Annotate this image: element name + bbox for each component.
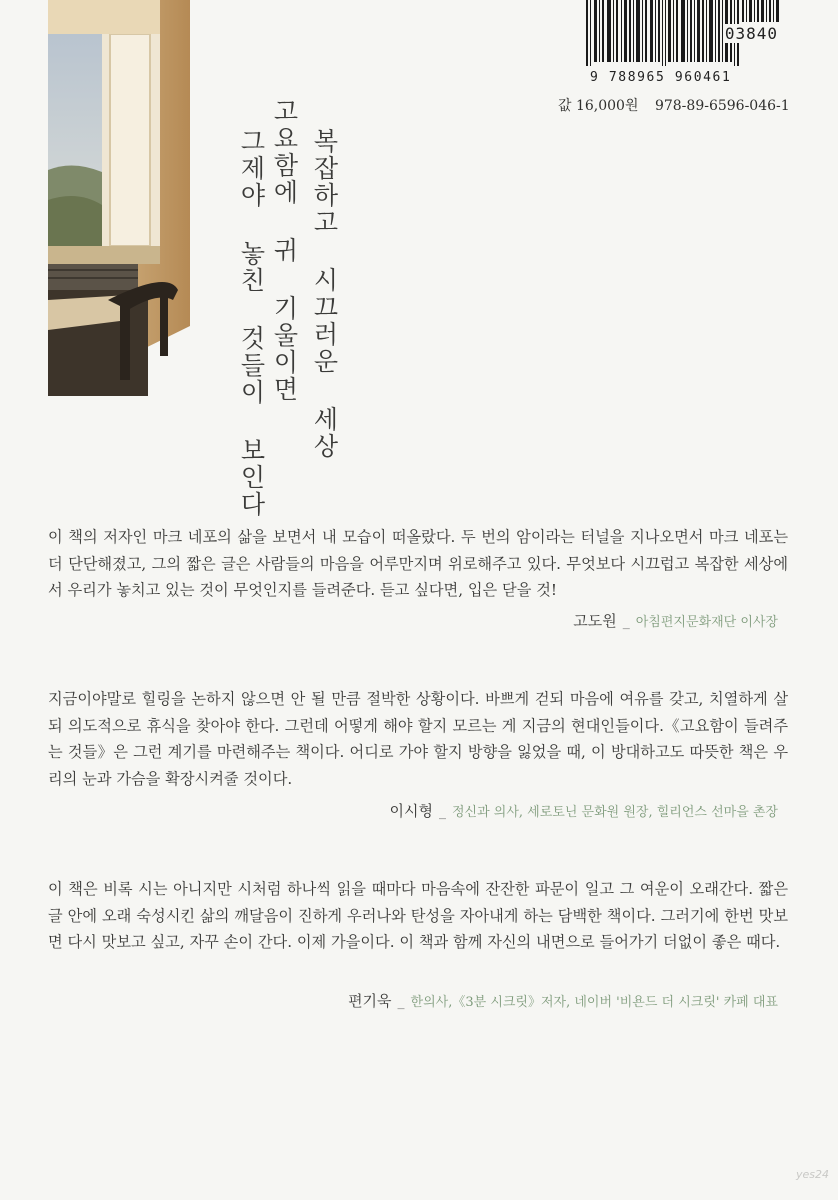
reviewer-name: 고도원: [573, 612, 617, 630]
vertical-line-2: 고요함에 귀 기울이면: [270, 98, 299, 403]
vertical-line-3: 그제야 놓친 것들이 보인다: [237, 128, 266, 518]
review-attribution-3: [348, 990, 778, 1011]
vertical-line-1: 복잡하고 시끄러운 세상: [310, 128, 339, 460]
barcode: [586, 0, 780, 100]
reviewer-role: 정신과 의사, 세로토닌 문화원 원장, 힐리언스 선마을 촌장: [451, 805, 778, 820]
review-attribution-2: [389, 800, 778, 821]
barcode-isbn-digits: 9 788965 960461: [590, 70, 732, 85]
price-isbn-line: [558, 95, 802, 115]
review-text-3: 이 책은 비록 시는 아니지만 시처럼 하나씩 읽을 때마다 마음속에 잔잔한 파문이 일고 그 여운이 오래간다. 짧은 글 안에 오래 숙성시킨 삶의 깨달음이 진하게 우러나와 탄성을 자아내게 하는 담백한 책이다. 그러기에 한번 맛보면 다시 맛보고 싶고, 자꾸 손이 간다. 이제 가을이다. 이 책과 함께 자신의 내면으로 들어가기 더없이 좋은 때다.: [48, 880, 788, 952]
review-attribution-1: [573, 610, 778, 631]
window-photo: [48, 0, 190, 396]
reviewer-role: 아침편지문화재단 이사장: [635, 615, 778, 630]
isbn-number: 978-89-6596-046-1: [654, 98, 790, 114]
price-label: 값 16,000원: [558, 98, 639, 114]
review-text-2: 지금이야말로 힐링을 논하지 않으면 안 될 만큼 절박한 상황이다. 바쁘게 걷되 마음에 여유를 갖고, 치열하게 살되 의도적으로 휴식을 찾아야 한다. 그런데 어떻게 해야 할지 모르는 게 지금의 현대인들이다.《고요함이 들려주는 것들》은 그런 계기를 마련해주는 책이다. 어디로 가야 할지 방향을 잃었을 때, 이 방대하고도 따뜻한 책은 우리의 눈과 가슴을 확장시켜줄 것이다.: [48, 690, 788, 788]
separator: _: [438, 804, 446, 820]
review-text-1: 이 책의 저자인 마크 네포의 삶을 보면서 내 모습이 떠올랐다. 두 번의 암이라는 터널을 지나오면서 마크 네포는 더 단단해졌고, 그의 짧은 글은 사람들의 마음을 어루만지며 위로해주고 있다. 무엇보다 시끄럽고 복잡한 세상에서 우리가 놓치고 있는 것이 무엇인지를 들려준다. 듣고 싶다면, 입은 닫을 것!: [48, 528, 788, 600]
watermark: yes24: [796, 1168, 830, 1181]
separator: _: [622, 614, 630, 630]
reviewer-name: 편기욱: [348, 992, 392, 1010]
reviewer-role: 한의사,《3분 시크릿》저자, 네이버 '비욘드 더 시크릿' 카페 대표: [410, 995, 778, 1010]
separator: _: [397, 994, 405, 1010]
reviewer-name: 이시형: [389, 802, 433, 820]
barcode-addon-number: 03840: [724, 24, 778, 43]
